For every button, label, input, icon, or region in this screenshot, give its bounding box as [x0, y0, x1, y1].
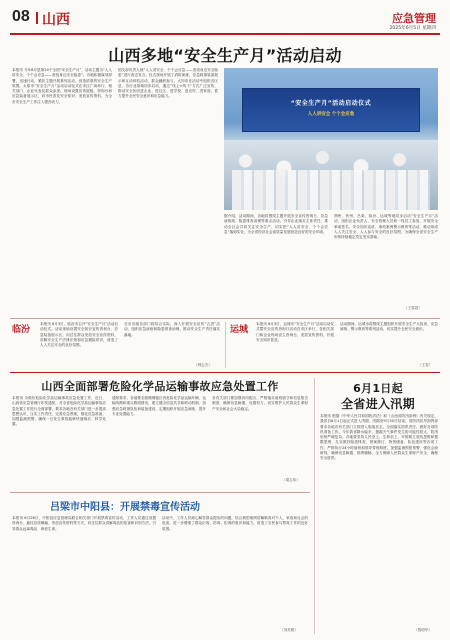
sidebar-headline-line1: 6月1日起	[353, 382, 403, 395]
hazchem-author: （胡志伟）	[282, 478, 300, 482]
hazchem-col3: 各有关部门要加强协同配合，严格落实值班值守和信息报告制度，确保信息畅通、处置有力，切实维护人民群众生命财产安全和社会大局稳定。	[212, 396, 308, 411]
lvliang-headline: 吕梁市中阳县：开展禁毒宣传活动	[50, 502, 200, 513]
divider-vertical	[225, 322, 226, 368]
divider-vertical	[314, 378, 315, 634]
main-story-below-photo-right: 朔州、忻州、吕梁、临汾、运城等地同步启动“安全生产月”活动，组织企业负责人、安全管理人员和一线员工参加，开展安全承诺签名、安全知识宣讲、事故案例警示教育等活动，推动形成人人关注安全、人人参与安全的良好氛围，为确保全省安全生产形势持续稳定奠定坚实基础。	[334, 214, 438, 240]
section-marker	[36, 12, 38, 24]
hazchem-col1: 本报讯 为做好危险化学品运输事故应急处置工作，近日，山西省应急管理厅印发通知，对全省危险化学品运输事故应急处置工作进行全面部署，要求各地各有关部门进一步提高思想认识，压实工作责任，完善应急预案，强化应急准备，加强监测预警，确保一旦发生事故能够快速响应、科学处置。	[12, 396, 106, 427]
sidebar-author: （殷明华）	[414, 628, 432, 632]
main-story-below-photo-left: 据介绍，活动期间，各地将围绕主题开展安全宣传咨询日、应急演练周、隐患排查治理等重点活动，引导企业落实主体责任，推动全社会共同关注安全生产，切实把“人人讲安全、个个会应急”落到实处，为全省经济社会高质量发展营造良好的安全环境。	[224, 214, 328, 234]
page-number: 08	[12, 8, 30, 25]
divider-red	[10, 372, 440, 373]
event-photo	[224, 68, 438, 210]
yuncheng-author: （王智）	[418, 363, 433, 367]
header-rule	[10, 33, 440, 35]
yuncheng-col2: 活动期间，运城市将围绕主题组织开展安全生产大检查、应急演练、警示教育等系列活动，切实提升全民安全意识。	[340, 322, 438, 332]
linfen-kicker: 临汾	[12, 325, 31, 335]
hazchem-col2: 通知要求，各地要全面梳理辖区内危险化学品运输车辆、运输线路和重点路段情况，建立健全信息共享和联动机制，加强应急救援队伍和装备建设，定期组织开展应急演练，提升专业处置能力。	[112, 396, 206, 416]
divider	[10, 492, 310, 493]
section-name: 山西	[42, 11, 70, 27]
sidebar-headline-line2: 全省进入汛期	[341, 397, 415, 411]
lvliang-col1: 本报讯 6月26日，中阳县应急管理局联合相关部门开展禁毒宣传活动，工作人员通过设置咨询台、悬挂宣传横幅、发放宣传资料等方式，向过往群众讲解毒品的危害和识别方法，引导群众远离毒品、珍爱生命。	[12, 516, 156, 531]
linfen-author: （韩志杰）	[194, 363, 212, 367]
publication-name: 应急管理	[392, 13, 436, 25]
main-headline: 山西多地“安全生产月”活动启动	[108, 46, 342, 65]
divider	[10, 318, 440, 319]
lvliang-author: （刘美雅）	[280, 628, 298, 632]
photo-banner-subtitle: 人人讲安全 个个会应急	[307, 112, 355, 117]
main-story-author: （王震超）	[404, 306, 422, 310]
photo-banner	[242, 88, 420, 132]
linfen-col1: 本报讯 6月3日，临汾市召开“安全生产月”活动启动仪式。活动现场设置安全知识宣传咨询台、应急装备展示区，向过往群众发放安全宣传资料，讲解安全生产法律法规和应急避险常识，营造了人人关注安全的良好氛围。	[40, 322, 118, 348]
yuncheng-col1: 本报讯 6月3日，运城市“安全生产月”活动启动仪式暨安全宣传咨询日活动在市区举行，各相关部门和企业现场设立咨询台，发放宣传资料，开展安全知识普及。	[256, 322, 334, 342]
photo-people	[232, 170, 430, 210]
main-story-col2: 团支部负责人就“人人讲安全、个个会应急——查找身边安全隐患”进行表态发言。仪式现场开展了消防演练、应急救援装备展示和互动体验活动，群众踊跃参与。大同市在活动中组织各区县、各行业领域同步启动，通过“线上+线下”方式广泛宣传，推动安全知识进企业、进社区、进学校、进农村、进家庭，着力提升全民安全意识和应急能力。	[118, 68, 218, 99]
linfen-col2: 全市各级各部门将结合实际，深入开展安全宣传“五进”活动，组织应急演练和隐患排查治理，推动安全生产责任落实落地。	[124, 322, 220, 337]
issue-date: 2025年6月5日 星期四	[389, 26, 436, 31]
yuncheng-kicker: 运城	[230, 325, 249, 335]
sidebar-body: 本报讯 根据《中华人民共和国防洪法》和《山西省防汛条例》有关规定，我省自6月1日起正式进入汛期，汛期至9月30日结束。省防汛抗旱指挥部要求各地各有关部门立即进入临战状态，全面落实防汛责任，做好各项防汛准备工作。今年我省降水偏多、极端天气事件发生的可能性较大，防汛形势严峻复杂。各地要坚持人民至上、生命至上，牢固树立底线思维和极限思维，扎实做好隐患排查、预案修订、物资储备、队伍建设等各项工作，严格执行24小时值班和领导带班制度，加强监测预报预警，强化会商研判，确保信息畅通、指挥顺畅，全力保障人民群众生命财产安全，确保安全度汛。	[320, 414, 438, 461]
photo-banner-title: “安全生产月”活动启动仪式	[290, 100, 372, 107]
main-story-col1: 本报讯 今年6月是第24个全国“安全生产月”，活动主题为“人人讲安全、个个会应急——查找身边安全隐患”。各地积极谋划部署，迅速行动，紧扣主题开展系列活动，营造浓厚的安全生产氛围。太原市“安全生产月”活动启动仪式在市区广场举行，相关部门、企业代表及群众参加，现场设置宣传展板、咨询台和应急装备展示区，向市民普及安全知识，发放宣传资料，为全市安全生产工作注入强劲动力。	[12, 68, 112, 104]
hazchem-headline: 山西全面部署危险化学品运输事故应急处置工作	[41, 380, 279, 393]
lvliang-col2: 活动中，工作人员耐心解答群众提出的问题，结合典型案例讲解吸毒对个人、家庭和社会的危害，进一步增强了群众识毒、防毒、拒毒的意识和能力，营造了全民参与禁毒工作的良好氛围。	[162, 516, 308, 531]
